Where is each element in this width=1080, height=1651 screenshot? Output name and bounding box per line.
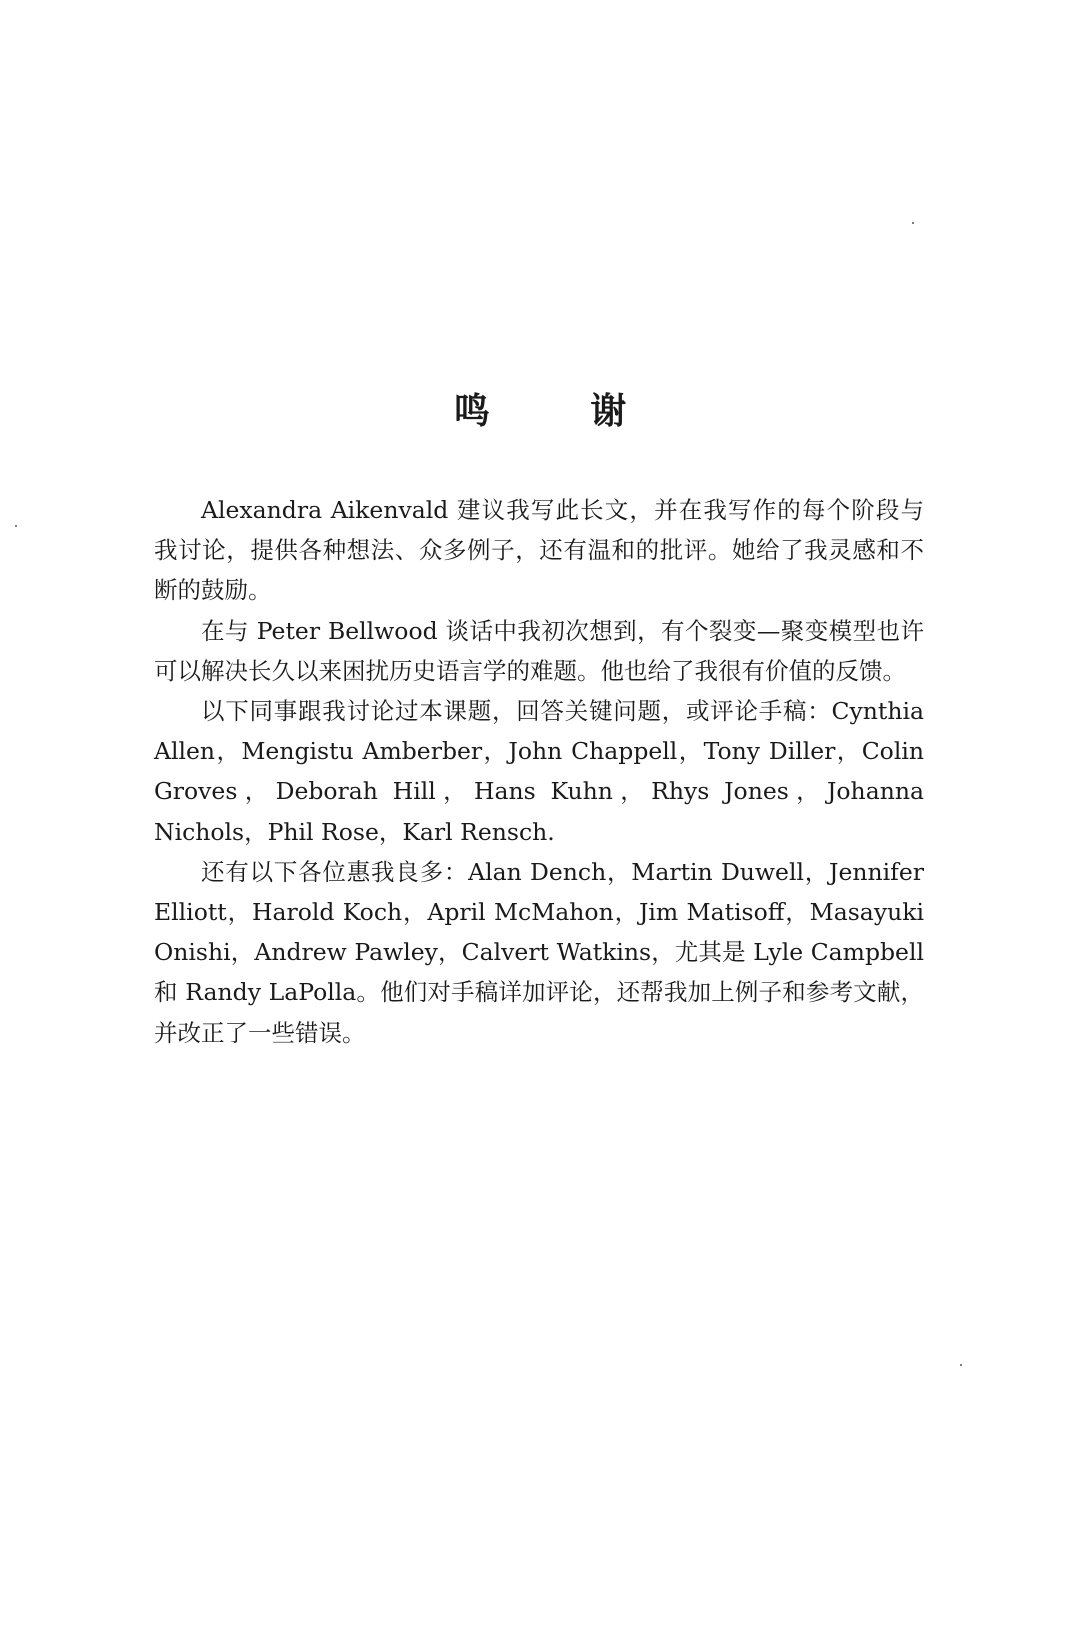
paragraph: 还有以下各位惠我良多：Alan Dench，Martin Duwell，Jennifer Elliott，Harold Koch，April McMahon，Jim Matisoff，Masayuki Onishi，Andrew Pawley，Calvert Watkins，尤其是 Lyle Campbell 和 Randy LaPolla。他们对手稿详加评论，还帮我加上例子和参考文献，并改正了一些错误。: [154, 857, 924, 1047]
scan-speck: [15, 525, 17, 527]
acknowledgements-body: [154, 490, 924, 1053]
paragraph: 在与 Peter Bellwood 谈话中我初次想到，有个裂变—聚变模型也许可以解决长久以来困扰历史语言学的难题。他也给了我很有价值的反馈。: [154, 616, 924, 685]
scan-speck: [912, 222, 914, 224]
scan-speck: [960, 1364, 962, 1366]
paragraph: 以下同事跟我讨论过本课题，回答关键问题，或评论手稿：Cynthia Allen，Mengistu Amberber，John Chappell，Tony Diller，Colin Groves，Deborah Hill，Hans Kuhn，Rhys Jones，Johanna Nichols，Phil Rose，Karl Rensch.: [154, 697, 924, 846]
paragraph: Alexandra Aikenvald 建议我写此长文，并在我写作的每个阶段与我讨论，提供各种想法、众多例子，还有温和的批评。她给了我灵感和不断的鼓励。: [154, 496, 924, 605]
page-title: 鸣 谢: [453, 390, 671, 433]
